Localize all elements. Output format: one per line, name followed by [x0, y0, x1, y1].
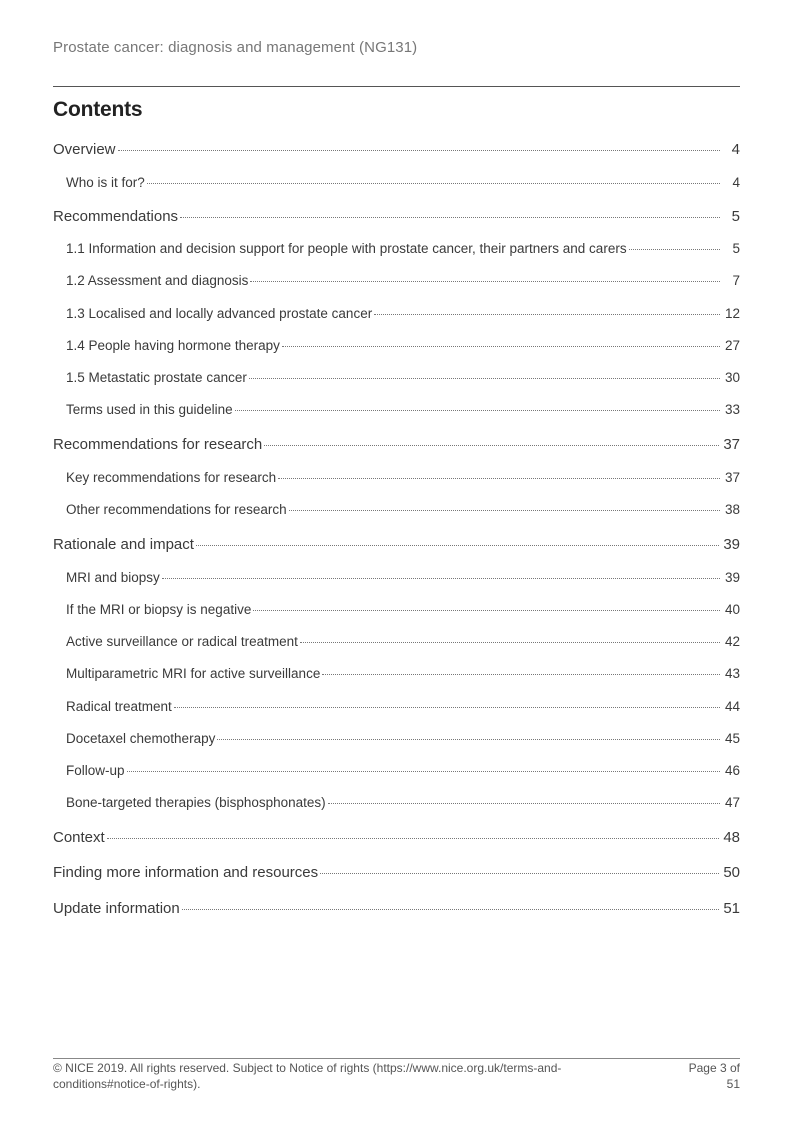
- toc-entry-label: Terms used in this guideline: [66, 402, 233, 417]
- dot-leader: [264, 444, 719, 446]
- toc-entry-key-recommendations[interactable]: [53, 470, 740, 485]
- toc-entry-1-4-hormone-therapy[interactable]: [53, 338, 740, 353]
- dot-leader: [196, 544, 719, 546]
- toc-entry-overview[interactable]: [53, 141, 740, 158]
- toc-entry-label: Finding more information and resources: [53, 864, 319, 881]
- dot-leader: [147, 182, 720, 184]
- dot-leader: [289, 509, 720, 511]
- dot-leader: [629, 248, 720, 250]
- contents-heading: Contents: [53, 98, 143, 121]
- toc-entry-label: Bone-targeted therapies (bisphosphonates): [66, 795, 326, 810]
- toc-entry-page: 39: [723, 536, 740, 553]
- toc-entry-page: 37: [723, 436, 740, 453]
- toc-entry-label: Follow-up: [66, 763, 125, 778]
- toc-entry-multiparametric-mri[interactable]: [53, 666, 740, 681]
- toc-entry-label: 1.4 People having hormone therapy: [66, 338, 280, 353]
- toc-entry-page: 42: [724, 634, 740, 649]
- dot-leader: [322, 673, 720, 675]
- toc-entry-page: 33: [724, 402, 740, 417]
- footer-copyright-line-2: conditions#notice-of-rights).: [53, 1077, 201, 1091]
- toc-entry-page: 37: [724, 470, 740, 485]
- page-header-title: Prostate cancer: diagnosis and management (NG131): [53, 39, 418, 56]
- toc-entry-page: 38: [724, 502, 740, 517]
- toc-entry-1-1-information[interactable]: [53, 241, 740, 256]
- toc-entry-label: Who is it for?: [66, 175, 145, 190]
- toc-entry-page: 5: [732, 241, 740, 256]
- toc-entry-label: Context: [53, 829, 105, 846]
- toc-entry-follow-up[interactable]: [53, 763, 740, 778]
- footer-copyright: [53, 1060, 613, 1092]
- dot-leader: [282, 345, 720, 347]
- footer-copyright-line-1: © NICE 2019. All rights reserved. Subject to Notice of rights (https://www.nice.org.uk/terms-and-: [53, 1061, 562, 1075]
- toc-entry-page: 4: [731, 141, 740, 158]
- dot-leader: [250, 280, 720, 282]
- toc-entry-label: MRI and biopsy: [66, 570, 160, 585]
- toc-entry-page: 7: [732, 273, 740, 288]
- toc-entry-label: 1.3 Localised and locally advanced prostate cancer: [66, 306, 373, 321]
- toc-entry-page: 51: [723, 900, 740, 917]
- toc-entry-who-is-it-for[interactable]: [53, 175, 740, 190]
- toc-entry-page: 5: [731, 208, 740, 225]
- toc-entry-page: 50: [723, 864, 740, 881]
- toc-entry-page: 39: [724, 570, 740, 585]
- toc-entry-page: 43: [724, 666, 740, 681]
- dot-leader: [180, 216, 720, 218]
- dot-leader: [300, 641, 720, 643]
- dot-leader: [127, 770, 720, 772]
- toc-entry-page: 12: [724, 306, 740, 321]
- toc-entry-1-2-assessment[interactable]: [53, 273, 740, 288]
- dot-leader: [249, 377, 720, 379]
- toc-entry-page: 46: [724, 763, 740, 778]
- toc-entry-recommendations-for-research[interactable]: [53, 436, 740, 453]
- toc-entry-finding-more-information[interactable]: [53, 864, 740, 881]
- dot-leader: [374, 313, 720, 315]
- toc-entry-page: 30: [724, 370, 740, 385]
- toc-entry-label: 1.2 Assessment and diagnosis: [66, 273, 249, 288]
- toc-entry-label: Multiparametric MRI for active surveillance: [66, 666, 321, 681]
- toc-entry-mri-biopsy-negative[interactable]: [53, 602, 740, 617]
- dot-leader: [235, 409, 720, 411]
- toc-entry-label: Recommendations for research: [53, 436, 263, 453]
- toc-entry-label: Radical treatment: [66, 699, 172, 714]
- toc-entry-label: Docetaxel chemotherapy: [66, 731, 216, 746]
- dot-leader: [162, 577, 720, 579]
- toc-entry-active-surveillance[interactable]: [53, 634, 740, 649]
- dot-leader: [328, 802, 720, 804]
- dot-leader: [107, 837, 720, 839]
- toc-entry-label: Key recommendations for research: [66, 470, 277, 485]
- footer-divider: [53, 1058, 740, 1059]
- dot-leader: [217, 738, 720, 740]
- toc-entry-other-recommendations[interactable]: [53, 502, 740, 517]
- toc-entry-terms-used[interactable]: [53, 402, 740, 417]
- toc-entry-label: Recommendations: [53, 208, 179, 225]
- toc-entry-label: Update information: [53, 900, 180, 917]
- toc-entry-label: 1.1 Information and decision support for people with prostate cancer, their partners and carers: [66, 241, 627, 256]
- toc-entry-bone-targeted[interactable]: [53, 795, 740, 810]
- toc-entry-page: 4: [732, 175, 740, 190]
- dot-leader: [320, 872, 719, 874]
- footer-page-number: [660, 1060, 740, 1092]
- toc-entry-label: Other recommendations for research: [66, 502, 287, 517]
- dot-leader: [118, 149, 720, 151]
- toc-entry-1-3-localised[interactable]: [53, 306, 740, 321]
- footer-page-line-1: Page 3 of: [688, 1061, 740, 1075]
- toc-entry-page: 47: [724, 795, 740, 810]
- toc-entry-page: 40: [724, 602, 740, 617]
- toc-entry-label: If the MRI or biopsy is negative: [66, 602, 252, 617]
- toc-entry-page: 48: [723, 829, 740, 846]
- dot-leader: [182, 908, 720, 910]
- toc-entry-context[interactable]: [53, 829, 740, 846]
- toc-entry-page: 45: [724, 731, 740, 746]
- toc-entry-docetaxel[interactable]: [53, 731, 740, 746]
- toc-entry-label: 1.5 Metastatic prostate cancer: [66, 370, 247, 385]
- toc-entry-label: Active surveillance or radical treatment: [66, 634, 298, 649]
- toc-entry-mri-and-biopsy[interactable]: [53, 570, 740, 585]
- toc-entry-radical-treatment[interactable]: [53, 699, 740, 714]
- toc-entry-update-information[interactable]: [53, 900, 740, 917]
- toc-entry-label: Rationale and impact: [53, 536, 194, 553]
- footer-page-line-2: 51: [726, 1077, 740, 1091]
- dot-leader: [174, 706, 720, 708]
- toc-entry-page: 44: [724, 699, 740, 714]
- dot-leader: [278, 477, 720, 479]
- toc-entry-label: Overview: [53, 141, 116, 158]
- toc-entry-1-5-metastatic[interactable]: [53, 370, 740, 385]
- toc-entry-page: 27: [724, 338, 740, 353]
- dot-leader: [253, 609, 720, 611]
- toc-entry-recommendations[interactable]: [53, 208, 740, 225]
- header-divider: [53, 86, 740, 87]
- toc-entry-rationale-and-impact[interactable]: [53, 536, 740, 553]
